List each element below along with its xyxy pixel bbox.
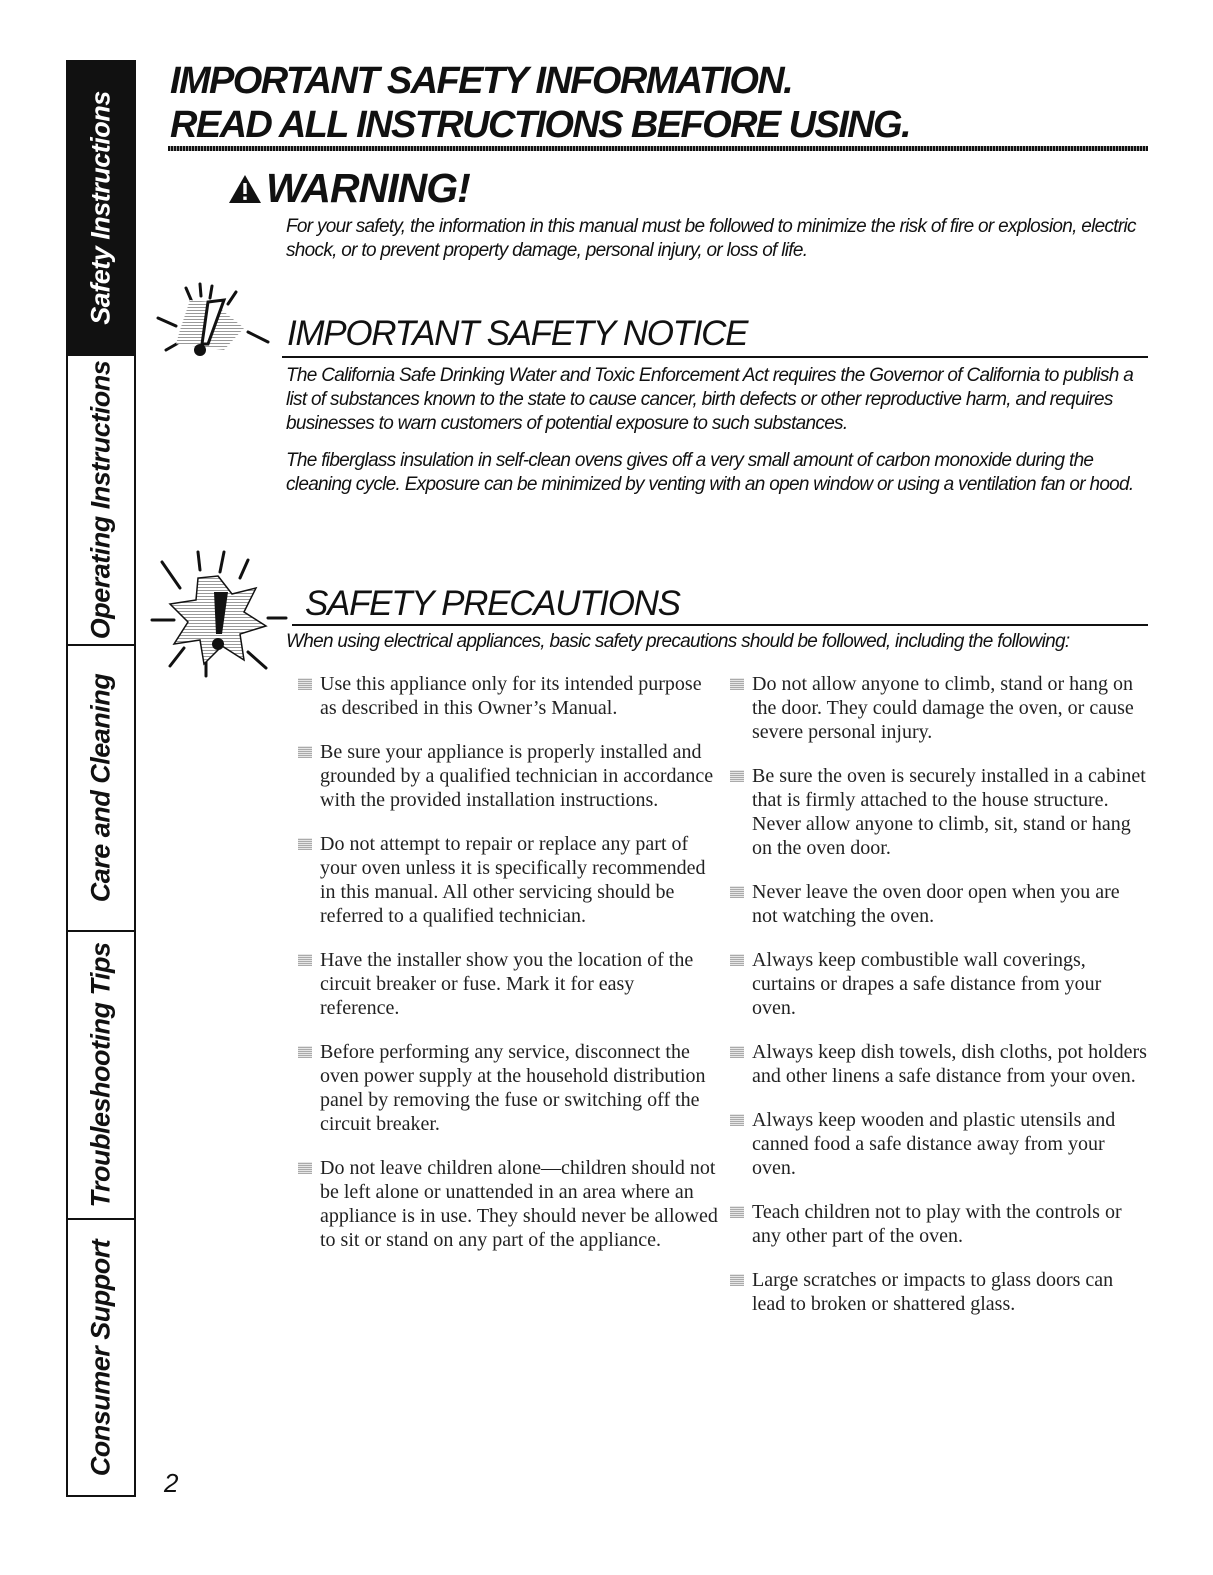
list-item [730,1200,1150,1248]
warning-heading-text: WARNING! [266,165,470,211]
precautions-divider [292,624,1148,626]
list-item-text: Use this appliance only for its intended purpose as described in this Owner’s Manual. [320,673,702,719]
bullet-icon [730,1114,744,1126]
bullet-icon [298,1162,312,1174]
list-item-text: Always keep wooden and plastic utensils and canned food a safe distance away from your oven. [752,1109,1116,1179]
tab-label: Consumer Support [85,1239,116,1476]
list-item-text: Teach children not to play with the controls or any other part of the oven. [752,1201,1122,1247]
list-item-text: Be sure your appliance is properly installed and grounded by a qualified technician in accordance with the provided installation instructions. [320,741,714,811]
bullet-icon [298,746,312,758]
tab-consumer-support[interactable] [68,1220,134,1495]
list-item [730,764,1150,860]
tab-operating-instructions[interactable] [68,356,134,646]
tab-label: Safety Instructions [85,91,116,325]
tab-label: Troubleshooting Tips [85,942,116,1208]
list-item [298,740,718,812]
section-tabs [66,60,136,1497]
warning-heading [228,165,470,211]
bullet-icon [298,1046,312,1058]
notice-paragraph-2: The fiberglass insulation in self-clean ovens gives off a very small amount of carbon monoxide during the cleaning cycle. Exposure can be minimized by venting with an open window or using a ventilation fan or hood. [286,450,1134,495]
bullet-icon [298,838,312,850]
precautions-column-left [298,672,718,1272]
tab-label: Operating Instructions [85,360,116,640]
tab-label: Care and Cleaning [85,673,116,903]
list-item [298,1040,718,1136]
list-item [730,1268,1150,1316]
list-item-text: Always keep combustible wall coverings, curtains or drapes a safe distance from your oven. [752,949,1102,1019]
tab-safety-instructions[interactable] [68,62,134,356]
exclamation-burst-icon [148,548,288,688]
list-item [298,832,718,928]
list-item [730,672,1150,744]
list-item [730,1040,1150,1088]
page-title-line-2: READ ALL INSTRUCTIONS BEFORE USING. [170,104,910,146]
list-item [730,948,1150,1020]
bullet-icon [730,1046,744,1058]
page-title-line-1: IMPORTANT SAFETY INFORMATION. [170,60,793,102]
list-item-text: Never leave the oven door open when you are not watching the oven. [752,881,1120,927]
list-item-text: Before performing any service, disconnect the oven power supply at the household distribution panel by removing the fuse or switching off the circuit breaker. [320,1041,706,1135]
bullet-icon [298,678,312,690]
page-number: 2 [164,1468,179,1498]
list-item-text: Do not allow anyone to climb, stand or hang on the door. They could damage the oven, or cause severe personal injury. [752,673,1134,743]
list-item-text: Be sure the oven is securely installed in a cabinet that is firmly attached to the house structure. Never allow anyone to climb, sit, stand or hang on the oven door. [752,765,1146,859]
bullet-icon [730,1274,744,1286]
list-item [298,948,718,1020]
precautions-column-right [730,672,1150,1336]
list-item [298,1156,718,1252]
bullet-icon [730,886,744,898]
precautions-intro: When using electrical appliances, basic safety precautions should be followed, including the following: [286,631,1070,652]
list-item-text: Do not leave children alone—children should not be left alone or unattended in an area where an appliance is in use. They should never be allowed to sit or stand on any part of the appliance. [320,1157,718,1251]
bullet-icon [730,678,744,690]
notice-divider [282,356,1148,358]
list-item-text: Large scratches or impacts to glass doors can lead to broken or shattered glass. [752,1269,1114,1315]
bullet-icon [298,954,312,966]
list-item-text: Always keep dish towels, dish cloths, pot holders and other linens a safe distance from your oven. [752,1041,1147,1087]
warning-text: For your safety, the information in this manual must be followed to minimize the risk of fire or explosion, electric shock, or to prevent property damage, personal injury, or loss of life. [286,216,1136,261]
list-item-text: Have the installer show you the location of the circuit breaker or fuse. Mark it for easy reference. [320,949,694,1019]
list-item [298,672,718,720]
notice-heading: IMPORTANT SAFETY NOTICE [287,314,748,353]
exclamation-alert-icon [150,280,285,360]
tab-care-and-cleaning[interactable] [68,646,134,932]
precautions-heading: SAFETY PRECAUTIONS [305,584,680,623]
list-item [730,880,1150,928]
list-item-text: Do not attempt to repair or replace any part of your oven unless it is specifically recommended in this manual. All other servicing should be referred to a qualified technician. [320,833,706,927]
tab-troubleshooting-tips[interactable] [68,932,134,1220]
notice-paragraph-1: The California Safe Drinking Water and Toxic Enforcement Act requires the Governor of California to publish a list of substances known to the state to cause cancer, birth defects or other reproductive harm, and requires businesses to warn customers of potential exposure to such substances. [286,365,1134,434]
bullet-icon [730,770,744,782]
bullet-icon [730,954,744,966]
list-item [730,1108,1150,1180]
bullet-icon [730,1206,744,1218]
title-divider [168,146,1148,151]
